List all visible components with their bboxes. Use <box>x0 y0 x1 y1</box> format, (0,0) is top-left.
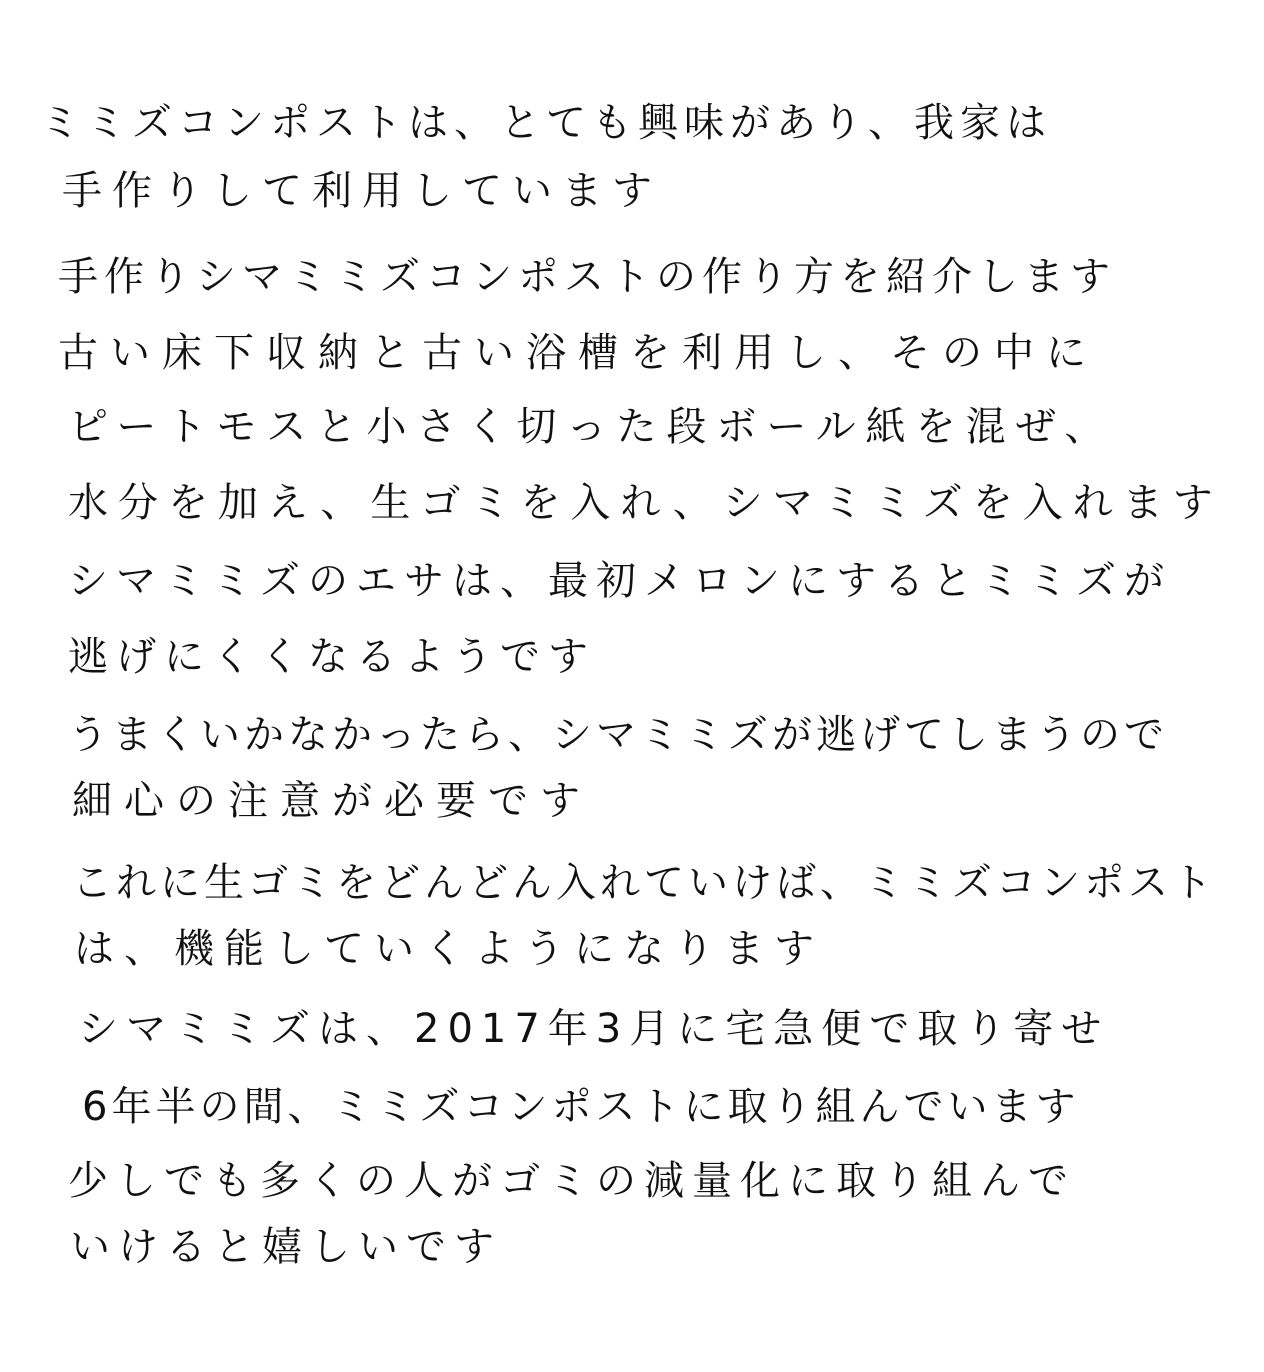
note-line-8: 逃げにくくなるようです <box>68 634 596 680</box>
note-line-5: ピートモスと小さく切った段ボール紙を混ぜ、 <box>68 404 1115 450</box>
note-line-12: は、機能していくようになります <box>74 926 824 972</box>
note-line-2: 手作りして利用しています <box>62 168 662 214</box>
note-line-10: 細心の注意が必要です <box>72 778 592 824</box>
note-line-16: いけると嬉しいです <box>70 1224 502 1270</box>
note-line-4: 古い床下収納と古い浴槽を利用し、その中に <box>58 330 1098 376</box>
note-line-3: 手作りシマミミズコンポストの作り方を紹介します <box>58 254 1116 300</box>
note-line-14: 6年半の間、ミミズコンポストに取り組んでいます <box>82 1084 1080 1130</box>
note-line-15: 少しでも多くの人がゴミの減量化に取り組んで <box>68 1158 1076 1204</box>
note-line-13: シマミミズは、2017年3月に宅急便で取り寄せ <box>78 1006 1110 1052</box>
note-line-6: 水分を加え、生ゴミを入れ、シマミミズを入れます <box>68 480 1223 526</box>
note-line-1: ミミズコンポストは、とても興味があり、我家は <box>40 100 1052 146</box>
note-line-7: シマミミズのエサは、最初メロンにするとミミズが <box>68 558 1172 604</box>
note-line-9: うまくいかなかったら、シマミミズが逃げてしまうので <box>68 712 1168 758</box>
note-line-11: これに生ゴミをどんどん入れていけば、ミミズコンポスト <box>72 860 1216 906</box>
